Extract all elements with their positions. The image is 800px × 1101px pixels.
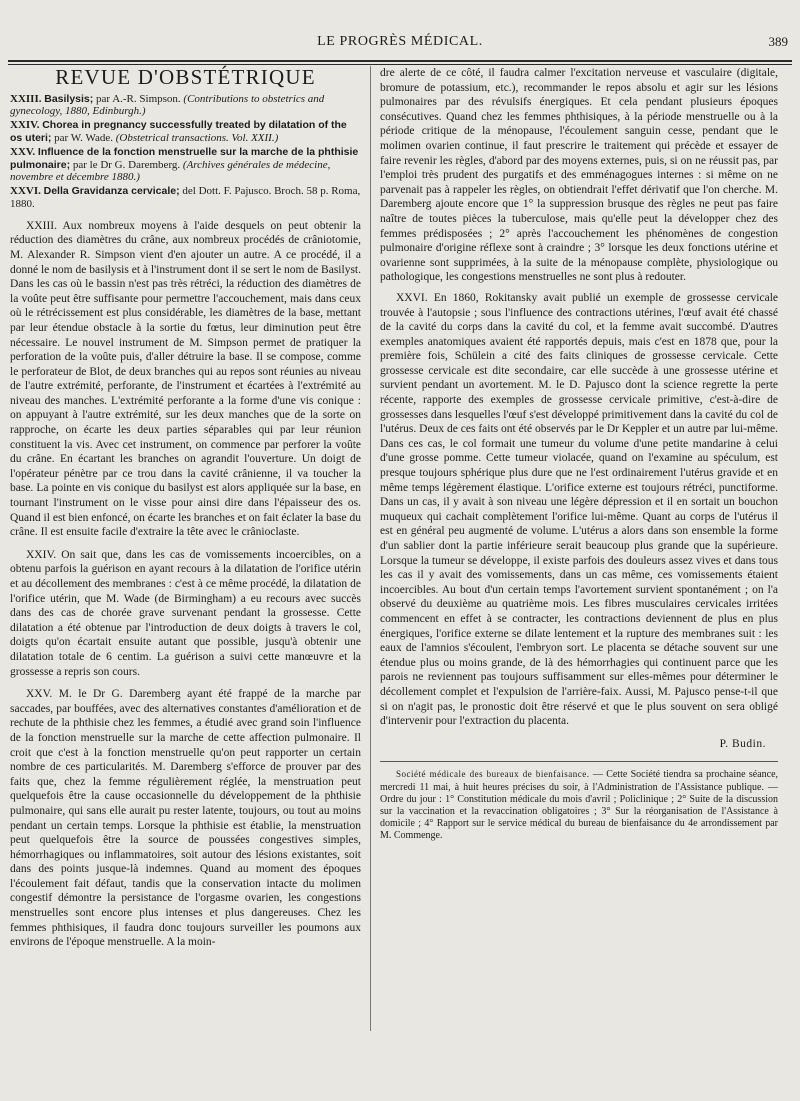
bib-title: Basilysis;: [44, 92, 94, 105]
bibliography-list: [10, 93, 361, 211]
bib-number: XXVI.: [10, 185, 41, 198]
notice-divider: [380, 761, 778, 762]
paragraph-cervical-pregnancy: XXVI. En 1860, Rokitansky avait publié un exemple de grossesse cervicale trouvée à l'autopsie ; sous l'influence des contractions utérines, l'œuf avait été chassé de la cavité du corps dans la cavité du col, et la femme avait succombé. D'autres exemples anatomiques avaient été rapportés depuis, mais c'est en 1878 que, pour la première fois, Schülein a cité des faits cliniques de grossesse cervicale. Cette grossesse cervicale est dite secondaire, car elle succède à une grossesse utérine et survient pendant un avortement. M. le D. Pajusco dont la science regrette la perte récente, rapporte des exemples de grossesse cervicale primitive, c'est-à-dire de grossesses dans lesquelles l'œuf s'est développé primitivement dans la cavité du col de l'utérus. Deux de ces faits ont été observés par le Dr Keppler et un autre par lui-même. Dans ces cas, le col formait une tumeur du volume d'une petite mandarine à celui d'une grosse pomme. Cette tumeur violacée, quand on l'examine au spéculum, est presque toujours sphérique plus dure que ne l'est ordinairement l'utérus gravide et en même temps légèrement élastique. L'orifice externe est toujours rétréci, punctiforme. Dans un cas, il y avait à son niveau une légère dépression et il en sortait un bouchon muqueux qui cachait complètement l'orifice lui-même. Quant au corps de l'utérus il est en général peu augmenté de volume. L'utérus a alors dans son ensemble la forme d'un sablier dont la partie inférieure serait beaucoup plus grande que la supérieure. Lorsque la tumeur se développe, il existe parfois des douleurs assez vives et dans tous les cas il y avait des vomissements, dans un cas même, ces vomissements étaient incoercibles. Au bout d'un certain temps l'avortement survient spontanément ; on l'a observé du deuxième au quatrième mois. Les fibres musculaires cervicales irritées commencent en effet à se contracter, les contractions deviennent de plus en plus énergiques, l'orifice externe se dilate lentement et la rupture des membranes suit : les eaux de l'amnios s'écoulent, l'embryon sort. Le placenta se détache souvent sur une étendue plus ou moins grande, de là des hémorrhagies qui continuent parce que les parois ne reviennent pas toujours suffisamment sur elles-mêmes pour déterminer le décollement complet et l'expulsion de l'arrière-faix. Aussi, M. Pajusco pense-t-il que si on n'agit pas, le pronostic doit être réservé et que le plus souvent on sera obligé d'intervenir pour l'extraction du placenta.: [380, 291, 778, 728]
paragraph-chorea: XXIV. On sait que, dans les cas de vomissements incoercibles, on a obtenu parfois la guérison en ayant recours à la dilatation de l'orifice utérin et au décollement des membranes : c'est à ce même procédé, la dilatation de l'orifice utérin, que M. Wade (de Birmingham) a eu recours avec succès dans des cas de chorée grave survenant pendant la grossesse. Cette dilatation a été obtenue par l'introduction de deux doigts à travers le col, doigts qu'on écartait ensuite autant que possible, jusqu'à obtenir une dilatation totale de 6 centim. La guérison a suivi cette manœuvre et la grossesse a repris son cours.: [10, 548, 361, 678]
bib-source: (Archives générales de médecine, novembre et décembre 1880.): [10, 158, 331, 184]
bibliography-entry: [10, 93, 361, 119]
running-title: LE PROGRÈS MÉDICAL.: [317, 34, 483, 49]
paragraph-menstruation-continued: dre alerte de ce côté, il faudra calmer l'excitation nerveuse et vasculaire (digitale, bromure de potassium, etc.), recommander le repos absolu et agir sur les lésions pulmonaires par des révulsifs énergiques. Et cela pendant plusieurs époques consécutives. Quand chez les femmes phthisiques, à la période menstruelle ou à la période critique de la ménopause, l'écoulement sanguin cesse, pendant que le molimen ovarien continue, il faut prescrire le traitement qui précède et essayer de faire revenir les règles, d'abord par des moyens externes, puis, si on ne réussit pas, par l'emploi très prudent des purgatifs et des emménagogues internes : si même on ne parvenait pas à rappeler les règles, on obtiendrait l'effet dérivatif que l'on cherche. M. Daremberg ajoute encore que 1° la suppression brusque des règles ne peut pas faire naître de toutes pièces la tuberculose, mais qu'elle peut la développer chez des femmes prédisposées ; 2° après l'accouchement les phénomènes de congestion pulmonaire d'origine réflexe sont à craindre ; 3° lorsque les deux fonctions utérine et ovarienne sont supprimées, à la suite de la ménopause complète, physiologique ou pathologique, les congestions menstruelles ne sont plus à redouter.: [380, 67, 778, 284]
bibliography-entry: [10, 146, 361, 184]
bib-number: XXIV.: [10, 119, 40, 132]
bib-number: XXIII.: [10, 92, 42, 105]
bib-title: Chorea in pregnancy successfully treated by dilatation of the os uteri;: [10, 119, 347, 144]
bib-source: (Contributions to obstetrics and gynecology, 1880, Edinburgh.): [10, 92, 325, 118]
notice-heading: Société médicale des bureaux de bienfaisance.: [396, 769, 590, 780]
bib-title: Influence de la fonction menstruelle sur la marche de la phthisie pulmonaire;: [10, 145, 359, 171]
bib-title: Della Gravidanza cervicale;: [43, 185, 180, 198]
bib-source: (Obstetrical transactions. Vol. XXII.): [115, 131, 279, 144]
bibliography-entry: [10, 119, 361, 145]
bib-author: del Dott. F. Pajusco. Broch. 58 p. Roma, 1880.: [10, 185, 361, 210]
bib-author: par W. Wade.: [51, 131, 116, 144]
society-notice: [380, 768, 778, 842]
left-column: [10, 66, 361, 958]
right-column: [380, 66, 778, 843]
column-divider: [370, 66, 371, 1031]
page-header: [10, 34, 790, 54]
author-signature: P. Budin.: [719, 737, 766, 750]
page-number: 389: [768, 34, 788, 49]
paragraph-basilysis: XXIII. Aux nombreux moyens à l'aide desquels on peut obtenir la réduction des diamètres du crâne, aux nombreux procédés de crâniotomie, M. Alexander R. Simpson vient d'en ajouter un autre. A ce procédé, il a donné le nom de basilysis et à l'instrument dont il se sert le nom de Basilyst. Dans les cas où le bassin n'est pas très rétréci, la réduction des diamètres de la voûte peut être suffisante pour permettre l'accouchement, mais dans ceux où le rétrécissement est plus considérable, les diamètres de la base, mettant par leur étendue obstacle à la sortie du fœtus, leur diminution peut être nécessaire. Le nouvel instrument de M. Simpson permet de pratiquer la perforation de la voûte puis, d'aller détruire la base. Il se compose, comme le perforateur de Blot, de deux branches qui au repos sont réunies au niveau de l'autre extrémité, perforante, de l'instrument et écartées à l'extrémité au niveau des manches. L'extrémité perforante a la forme d'une vis conique : on appuyant à l'autre extrémité, sur les deux manches que de la sorte on rapproche, on écarte les deux parties séparables qui par leur réunion constituent la vis. Avec cet instrument, on commence par perforer la voûte du crâne. En écartant les branches on agrandit l'ouverture. Un doigt de l'opérateur pénètre par ce trou dans la cavité crânienne, il va toucher la base. La pointe en vis conique du basilyst est alors appliquée sur la base, en tournant l'instrument on le visse pour ainsi dire dans l'épaisseur des os. Quand il est bien enfoncé, on écarte les branches et on fait éclater la base du crâne. Il est ensuite facile d'extraire la tête avec le crânioclaste.: [10, 219, 361, 539]
notice-body: — Cette Société tiendra sa prochaine séance, mercredi 11 mai, à huit heures précises du soir, à l'Administration de l'Assistance publique. — Ordre du jour : 1° Constitution médicale du mois d'avril ; Policlinique ; 2° Suite de la discussion sur la vaccination et la revaccination obligatoires ; 3° Sur la réorganisation de l'Assistance à domicile ; 4° Rapport sur le service médical du bureau de bienfaisance du 4e arrondissement par M. Commenge.: [380, 769, 779, 842]
section-title: REVUE D'OBSTÉTRIQUE: [55, 65, 316, 89]
bib-author: par A.-R. Simpson.: [93, 92, 184, 105]
paragraph-menstruation-phthisis: XXV. M. le Dr G. Daremberg ayant été frappé de la marche par saccades, par bouffées, avec des alternatives constantes d'amélioration et de rechute de la phthisie chez les femmes, a étudié avec grand soin l'influence de la fonction menstruelle sur la marche de cette affection pulmonaire. Il croit que c'est à la fonction menstruelle qu'on peut rapporter un certain nombre de ces particularités. M. Daremberg s'efforce de prouver par des faits que, chez la femme régulièrement réglée, la menstruation peut quelquefois être la cause occasionnelle du développement de la phthisie pulmonaire, qui sans elle aurait pu rester latente, toujours, ou tout au moins pendant un certain temps. Lorsque la phthisie est établie, la menstruation peut quelquefois être la source de poussées congestives simples, hémorrhagiques ou inflammatoires, soit autour des lésions existantes, soit dans des points jusque-là indemnes. Quand au moment des époques l'écoulement fait défaut, tandis que la conservation intacte du molimen congestif démontre la persistance de l'orgasme ovarien, les congestions menstruelles sont encore plus intenses et plus dangereuses. Chez les femmes phthisiques, il faudra donc toujours surveiller les poumons aux environs de l'époque menstruelle. A la moin-: [10, 688, 361, 949]
bibliography-entry: [10, 185, 361, 211]
bib-author: par le Dr G. Daremberg.: [70, 158, 183, 171]
bib-number: XXV.: [10, 145, 36, 158]
